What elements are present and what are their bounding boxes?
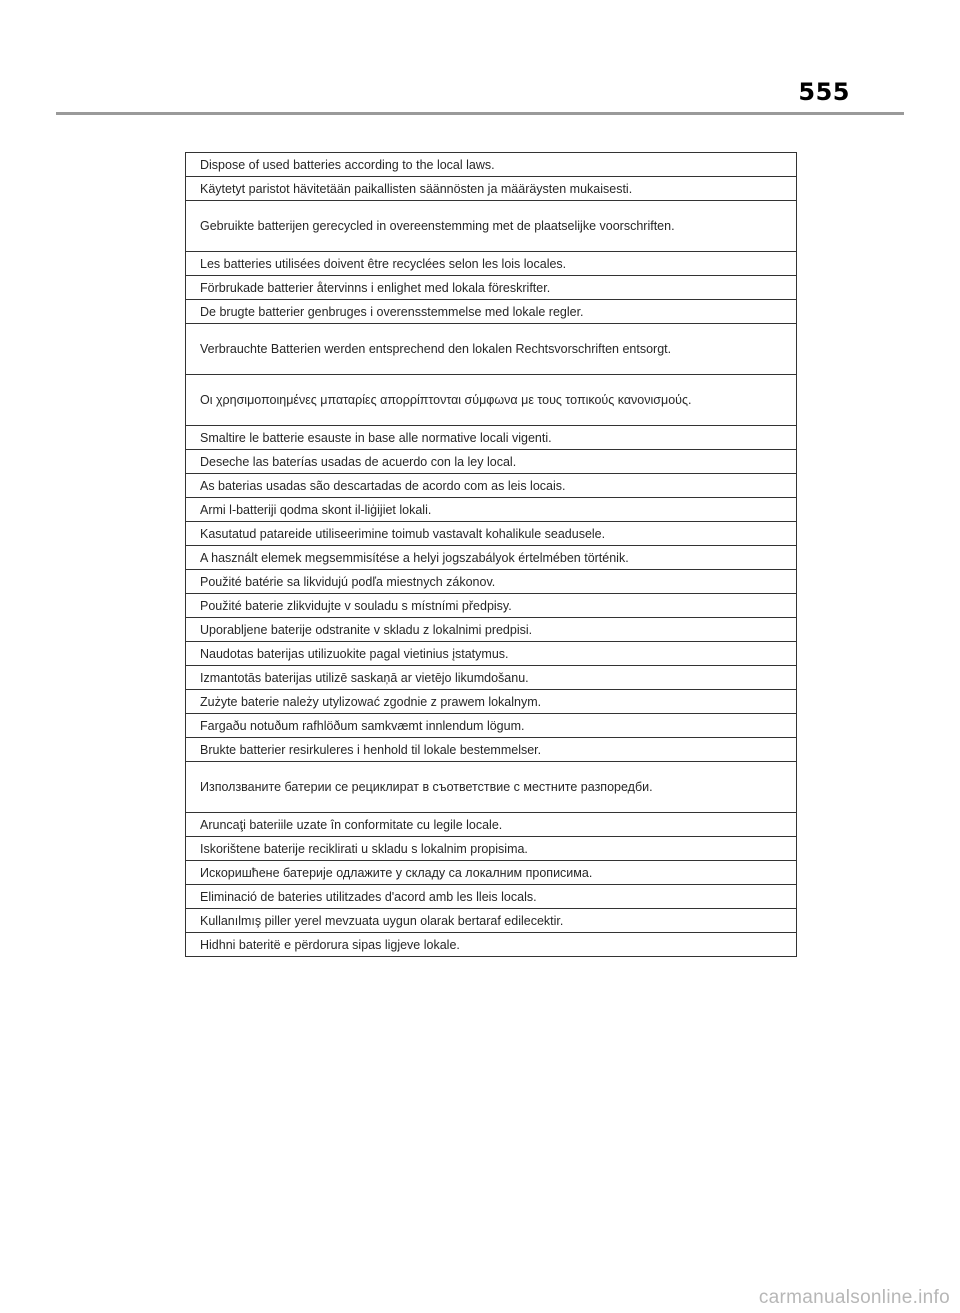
notice-text: Hidhni bateritë e përdorura sipas ligjeve lokale. [186, 933, 797, 957]
notice-text: As baterias usadas são descartadas de acordo com as leis locais. [186, 474, 797, 498]
notice-text: Dispose of used batteries according to the local laws. [186, 153, 797, 177]
notice-text: Gebruikte batterijen gerecycled in overeenstemming met de plaatselijke voorschriften. [186, 201, 797, 252]
header-divider [56, 112, 904, 115]
battery-disposal-notice-table [185, 152, 797, 957]
notice-text: Kasutatud patareide utiliseerimine toimub vastavalt kohalikule seadusele. [186, 522, 797, 546]
notice-text: Käytetyt paristot hävitetään paikallisten säännösten ja määräysten mukaisesti. [186, 177, 797, 201]
notice-text: Uporabljene baterije odstranite v skladu z lokalnimi predpisi. [186, 618, 797, 642]
notice-text: Verbrauchte Batterien werden entsprechend den lokalen Rechtsvorschriften entsorgt. [186, 324, 797, 375]
notice-row [186, 666, 797, 690]
site-watermark: carmanualsonline.info [758, 1287, 950, 1308]
notice-row [186, 714, 797, 738]
notice-row [186, 642, 797, 666]
notice-text: Zużyte baterie należy utylizować zgodnie z prawem lokalnym. [186, 690, 797, 714]
notice-text: Les batteries utilisées doivent être recyclées selon les lois locales. [186, 252, 797, 276]
notice-row [186, 300, 797, 324]
notice-row [186, 762, 797, 813]
notice-row [186, 813, 797, 837]
notice-text: Οι χρησιμοποιημένες μπαταρίες απορρίπτονται σύμφωνα με τους τοπικούς κανονισμούς. [186, 375, 797, 426]
notice-row [186, 738, 797, 762]
notice-row [186, 177, 797, 201]
notice-text: Deseche las baterías usadas de acuerdo con la ley local. [186, 450, 797, 474]
notice-text: Použité batérie sa likvidujú podľa miestnych zákonov. [186, 570, 797, 594]
notice-row [186, 570, 797, 594]
notice-row [186, 933, 797, 957]
notice-row [186, 909, 797, 933]
notice-text: Smaltire le batterie esauste in base alle normative locali vigenti. [186, 426, 797, 450]
notice-row [186, 885, 797, 909]
notice-text: Искоришћене батерије одлажите у складу са локалним прописима. [186, 861, 797, 885]
notice-row [186, 594, 797, 618]
notice-row [186, 450, 797, 474]
notice-row [186, 498, 797, 522]
notice-row [186, 546, 797, 570]
notice-text: Armi l-batteriji qodma skont il-liġijiet lokali. [186, 498, 797, 522]
notice-row [186, 474, 797, 498]
notice-text: De brugte batterier genbruges i overensstemmelse med lokale regler. [186, 300, 797, 324]
notice-row [186, 690, 797, 714]
notice-row [186, 276, 797, 300]
notice-row [186, 426, 797, 450]
notice-text: Aruncaţi bateriile uzate în conformitate cu legile locale. [186, 813, 797, 837]
notice-text: Fargaðu notuðum rafhlöðum samkvæmt innlendum lögum. [186, 714, 797, 738]
notice-table-body [186, 153, 797, 957]
notice-text: Eliminació de bateries utilitzades d'acord amb les lleis locals. [186, 885, 797, 909]
notice-text: Kullanılmış piller yerel mevzuata uygun olarak bertaraf edilecektir. [186, 909, 797, 933]
notice-row [186, 837, 797, 861]
notice-row [186, 522, 797, 546]
notice-text: Iskorištene baterije reciklirati u skladu s lokalnim propisima. [186, 837, 797, 861]
notice-row [186, 375, 797, 426]
notice-text: Izmantotās baterijas utilizē saskaņā ar vietējo likumdošanu. [186, 666, 797, 690]
notice-row [186, 201, 797, 252]
notice-text: Förbrukade batterier återvinns i enlighet med lokala föreskrifter. [186, 276, 797, 300]
notice-text: Използваните батерии се рециклират в съответствие с местните разпоредби. [186, 762, 797, 813]
notice-text: Použité baterie zlikvidujte v souladu s místními předpisy. [186, 594, 797, 618]
notice-row [186, 252, 797, 276]
notice-text: Brukte batterier resirkuleres i henhold til lokale bestemmelser. [186, 738, 797, 762]
notice-text: Naudotas baterijas utilizuokite pagal vietinius įstatymus. [186, 642, 797, 666]
notice-row [186, 861, 797, 885]
notice-text: A használt elemek megsemmisítése a helyi jogszabályok értelmében történik. [186, 546, 797, 570]
notice-row [186, 153, 797, 177]
notice-row [186, 618, 797, 642]
notice-row [186, 324, 797, 375]
page-number: 555 [798, 78, 850, 106]
